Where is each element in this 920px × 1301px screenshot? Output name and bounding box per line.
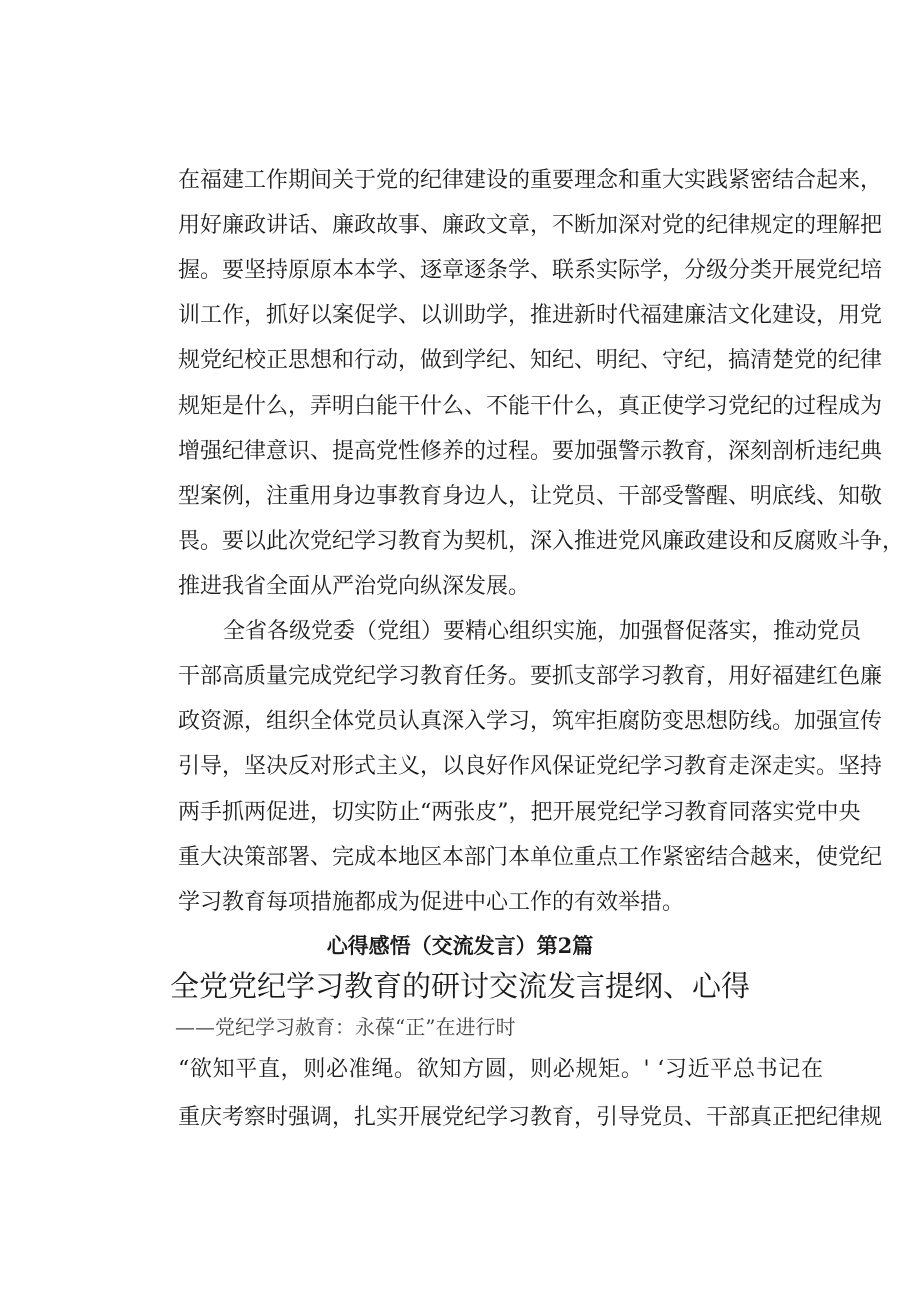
paragraph-line-first	[178, 617, 862, 647]
paragraph-line-text: 全省各级党委（党组）要精心组织实施，加强督促落实，推动党员	[223, 619, 862, 644]
paragraph-line: 推进我省全面从严治党向纵深发展。	[178, 574, 531, 599]
paragraph-line-first	[178, 1055, 823, 1085]
paragraph-line: 畏。要以此次党纪学习教育为契机，深入推进党风廉政建设和反腐败斗争，	[178, 529, 905, 554]
paragraph-line: 规党纪校正思想和行动，做到学纪、知纪、明纪、守纪，搞清楚党的纪律	[178, 348, 883, 373]
paragraph-line: 在福建工作期间关于党的纪律建设的重要理念和重大实践紧密结合起来，	[178, 168, 883, 193]
section-heading: 心得感悟（交流发言）第2篇	[326, 933, 594, 958]
document-subtitle: ——党纪学习赦育：永葆“正”在进行时	[175, 1015, 516, 1039]
paragraph-line: 规矩是什么，弄明白能干什么、不能干什么，真正使学习党纪的过程成为	[178, 394, 883, 419]
paragraph-line: 增强纪律意识、提高党性修养的过程。要加强警示教育，深刻剖析违纪典	[178, 439, 883, 464]
paragraph-line: 用好廉政讲话、廉政故事、廉政文章，不断加深对党的纪律规定的理解把	[178, 213, 883, 238]
paragraph-line: 训工作，抓好以案促学、以训助学，推进新时代福建廉洁文化建设，用党	[178, 303, 883, 328]
paragraph-line: 重大决策部署、完成本地区本部门本单位重点工作紧密结合越来，使党纪	[178, 845, 883, 870]
paragraph-line: 政资源，组织全体党员认真深入学习，筑牢拒腐防变思想防线。加强宣传	[178, 709, 883, 734]
paragraph-line: 干部高质量完成党纪学习教育任务。要抓支部学习教育，用好福建红色廉	[178, 664, 883, 689]
paragraph-line: 两手抓两促进，切实防止“两张皮”，把开展党纪学习教育同落实党中央	[178, 800, 861, 825]
paragraph-line: 引导，坚决反对形式主义，以良好作风保证党纪学习教育走深走实。坚持	[178, 754, 883, 779]
document-title: 全党党纪学习教育的研讨交流发言提纲、心得	[169, 969, 750, 1003]
paragraph-line-text: “欲知平直，则必准绳。欲知方圆，则必规矩。' ‘习近平总书记在	[178, 1057, 823, 1082]
paragraph-line: 握。要坚持原原本本学、逐章逐条学、联系实际学，分级分类开展党纪培	[178, 258, 883, 283]
paragraph-line: 学习教育每项措施都成为促进中心工作的有效举措。	[178, 890, 685, 915]
paragraph-line: 重庆考察时强调，扎实开展党纪学习教育，引导党员、干部真正把纪律规	[178, 1105, 883, 1130]
paragraph-line: 型案例，注重用身边事教育身边人，让党员、干部受警醒、明底线、知敬	[178, 484, 883, 509]
